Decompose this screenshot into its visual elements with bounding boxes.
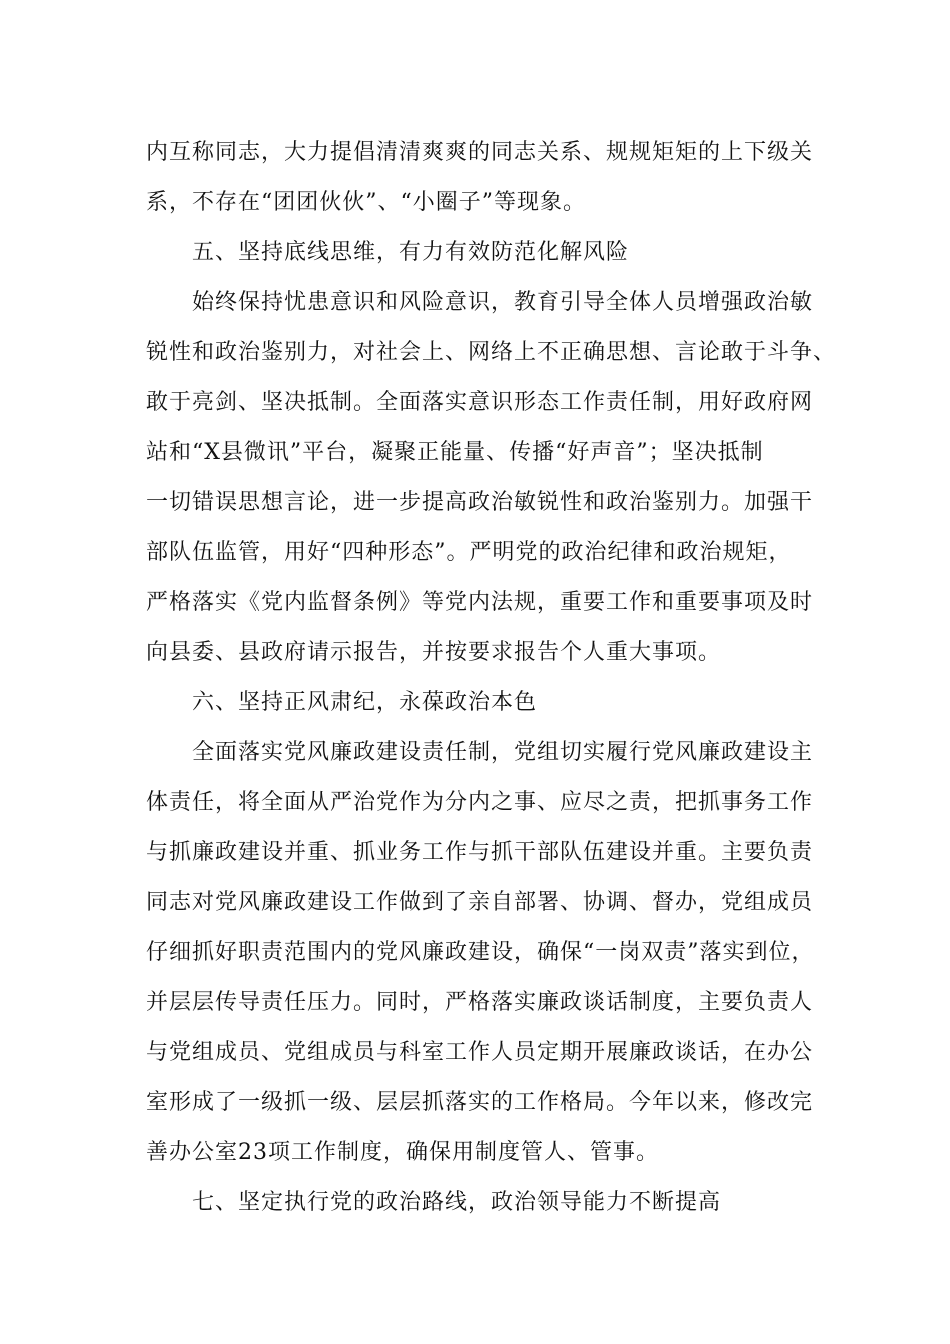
- body-text-line: 站和“X县微讯”平台，凝聚正能量、传播“好声音”；坚决抵制: [146, 440, 764, 465]
- body-text-line: 敢于亮剑、坚决抵制。全面落实意识形态工作责任制，用好政府网: [146, 390, 814, 415]
- body-text-line: 同志对党风廉政建设工作做到了亲自部署、协调、督办，党组成员: [146, 890, 814, 915]
- body-text-line: 与抓廉政建设并重、抓业务工作与抓干部队伍建设并重。主要负责: [146, 840, 814, 865]
- body-text-line: 仔细抓好职责范围内的党风廉政建设，确保“一岗双责”落实到位，: [146, 940, 815, 965]
- body-text-line: 一切错误思想言论，进一步提高政治敏锐性和政治鉴别力。加强干: [146, 490, 814, 515]
- section-heading-6: 六、坚持正风肃纪，永葆政治本色: [192, 690, 538, 715]
- body-text-line: 严格落实《党内监督条例》等党内法规，重要工作和重要事项及时: [146, 590, 814, 615]
- body-text-line: 锐性和政治鉴别力，对社会上、网络上不正确思想、言论敢于斗争、: [146, 340, 837, 365]
- section-heading-5: 五、坚持底线思维，有力有效防范化解风险: [192, 240, 630, 265]
- paragraph-start: 全面落实党风廉政建设责任制，党组切实履行党风廉政建设主: [192, 740, 814, 765]
- body-text-line: 并层层传导责任压力。同时，严格落实廉政谈话制度，主要负责人: [146, 990, 814, 1015]
- body-text-line: 室形成了一级抓一级、层层抓落实的工作格局。今年以来，修改完: [146, 1090, 814, 1115]
- body-text-line: 向县委、县政府请示报告，并按要求报告个人重大事项。: [146, 640, 722, 665]
- body-text-line: 部队伍监管，用好“四种形态”。严明党的政治纪律和政治规矩，: [146, 540, 792, 565]
- body-text-line: 善办公室23项工作制度，确保用制度管人、管事。: [146, 1140, 659, 1165]
- body-text-line: 内互称同志，大力提倡清清爽爽的同志关系、规规矩矩的上下级关: [146, 140, 814, 165]
- body-text-line: 系，不存在“团团伙伙”、“小圈子”等现象。: [146, 190, 586, 215]
- section-heading-7: 七、坚定执行党的政治路线，政治领导能力不断提高: [192, 1190, 722, 1215]
- body-text-line: 与党组成员、党组成员与科室工作人员定期开展廉政谈话，在办公: [146, 1040, 814, 1065]
- body-text-line: 体责任，将全面从严治党作为分内之事、应尽之责，把抓事务工作: [146, 790, 814, 815]
- paragraph-start: 始终保持忧患意识和风险意识，教育引导全体人员增强政治敏: [192, 290, 814, 315]
